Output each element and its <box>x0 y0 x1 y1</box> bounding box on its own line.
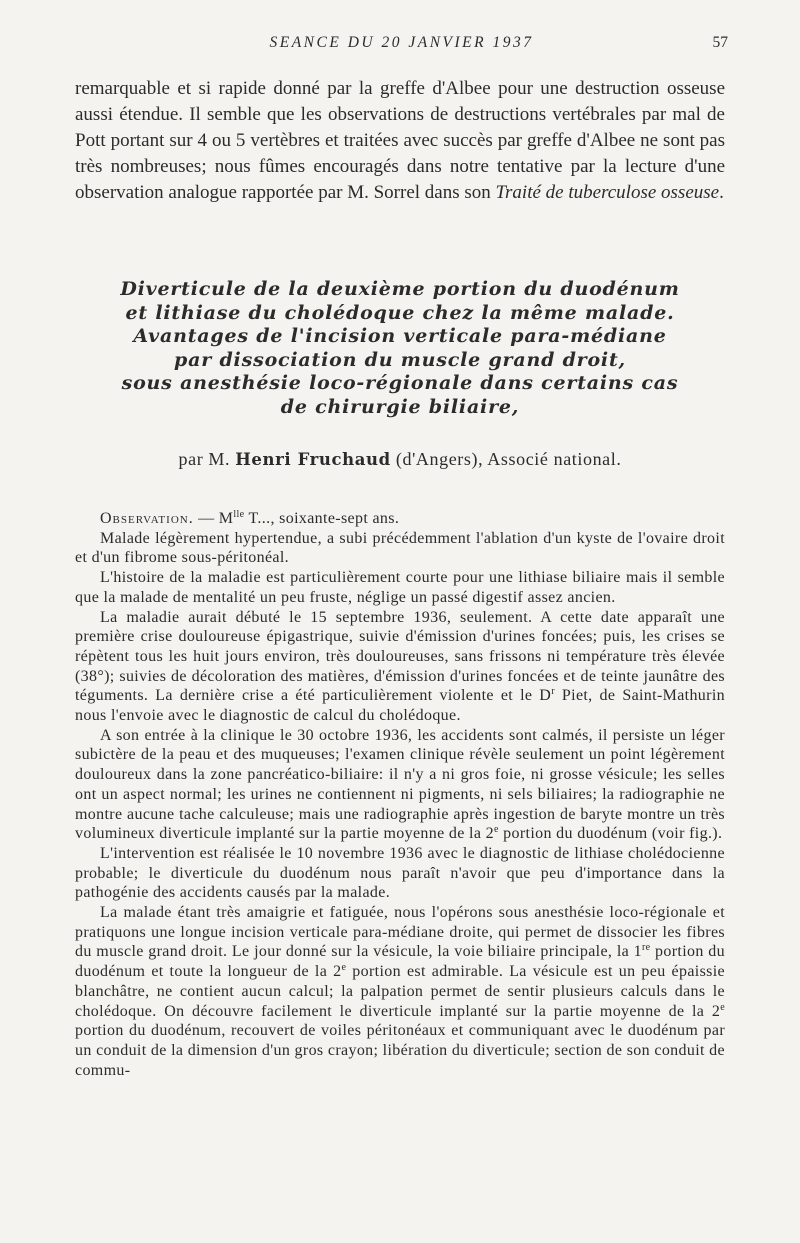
text: portion du duodénum, recouvert de voiles péritonéaux et communiquant avec le duodénum par un conduit de la dimension d'un gros crayon; libération du diverticule; section de son conduit de commu- <box>75 1022 725 1079</box>
title-line: par dissociation du muscle grand droit, <box>174 348 626 371</box>
title-abbrev: M <box>218 510 234 527</box>
intro-paragraph <box>75 76 725 206</box>
superscript: r <box>551 686 555 698</box>
intro-end: . <box>719 182 724 203</box>
observation-text: T..., soixante-sept ans. <box>244 510 400 527</box>
dash: — <box>193 510 219 527</box>
intro-text: remarquable et si rapide donné par la greffe d'Albee pour une destruction osseuse aussi étendue. Il semble que les observations de destructions vertébrales par mal de Pott portant sur 4 ou 5 vertèbres et traitées avec succès par greffe d'Albee ne sont pas très nombreuses; nous fûmes encouragés dans notre tentative par la lecture d'une observation analogue rapportée par M. Sorrel dans son <box>75 78 725 203</box>
byline-suffix: (d'Angers), Associé national. <box>390 449 622 469</box>
superscript: re <box>642 942 651 954</box>
author-name: Henri Fruchaud <box>235 450 391 469</box>
paragraph: Malade légèrement hypertendue, a subi précédemment l'ablation d'un kyste de l'ovaire droit et d'un fibrome sous-péritonéal. <box>75 529 725 567</box>
superscript: e <box>494 824 499 836</box>
text: Piet, de Saint-Mathurin nous l'envoie avec le diagnostic de calcul du cholédoque. <box>75 687 725 725</box>
page-number: 57 <box>712 34 728 51</box>
paragraph: L'histoire de la maladie est particulièrement courte pour une lithiase biliaire mais il semble que la malade de mentalité un peu fruste, néglige un passé digestif assez ancien. <box>75 569 725 606</box>
observation-label: Observation. <box>100 510 194 527</box>
title-line: de chirurgie biliaire, <box>280 395 520 418</box>
paragraph <box>75 608 725 726</box>
text: La malade étant très amaigrie et fatiguée, nous l'opérons sous anesthésie loco-régionale et pratiquons une longue incision verticale para-médiane droite, qui permet de dissocier les fibres du muscle grand droit. Le jour donné sur la vésicule, la voie biliaire principale, la 1 <box>75 904 725 961</box>
text: A son entrée à la clinique le 30 octobre 1936, les accidents sont calmés, il persiste un léger subictère de la peau et des muqueuses; l'examen clinique révèle seulement un point légèrement douloureux dans la zone pancréatico-biliaire: il n'y a ni gros foie, ni grosse vésicule; les selles ont un aspect normal; les urines ne contiennent ni pigments, ni sels biliaires; la radiographie ne montre aucune tache calculeuse; mais une radiographie après ingestion de baryte montre un très volumineux diverticule implanté sur la partie moyenne de la 2 <box>75 726 725 843</box>
article-title <box>75 278 725 419</box>
text: La maladie aurait débuté le 15 septembre 1936, seulement. A cette date apparaît une première crise douloureuse épigastrique, suivie d'émission d'urines foncées; puis, les crises se répètent tous les huit jours environ, très douloureuses, sans frissons ni température très élevée (38°); suivies de décoloration des matières, d'émission d'urines foncées et de teinte jaunâtre des téguments. La dernière crise a été particulièrement violente et le D <box>75 608 725 705</box>
book-title: Traité de tuberculose osseuse <box>495 182 720 203</box>
paragraph <box>75 903 725 1080</box>
article-body <box>75 509 725 1080</box>
paragraph: L'intervention est réalisée le 10 novembre 1936 avec le diagnostic de lithiase cholédocienne probable; le diverticule du duodénum nous paraît n'avoir que peu d'importance dans la pathogénie des accidents causés par la malade. <box>75 844 725 902</box>
title-line: sous anesthésie loco-régionale dans certains cas <box>121 372 679 394</box>
title-line: et lithiase du cholédoque chez la même malade. <box>125 301 675 324</box>
paragraph <box>75 726 725 844</box>
title-line: Avantages de l'incision verticale para-médiane <box>133 325 667 347</box>
superscript: lle <box>233 509 245 520</box>
superscript: e <box>341 962 347 974</box>
title-line: Diverticule de la deuxième portion du duodénum <box>120 278 680 300</box>
superscript: e <box>720 1001 725 1013</box>
text: portion est admirable. La vésicule est un peu épaissie blanchâtre, ne contient aucun calcul; la palpation permet de sentir plusieurs calculs dans le cholédoque. On découvre facilement le diverticule implanté sur la partie moyenne de la 2 <box>75 963 726 1020</box>
byline-prefix: par M. <box>178 449 236 469</box>
byline <box>75 449 725 470</box>
running-header <box>75 34 728 58</box>
text: portion du duodénum et toute la longueur de la 2 <box>75 943 725 981</box>
text: portion du duodénum (voir fig.). <box>498 825 723 843</box>
running-title: SEANCE DU 20 JANVIER 1937 <box>269 34 534 51</box>
observation-heading <box>75 509 725 529</box>
